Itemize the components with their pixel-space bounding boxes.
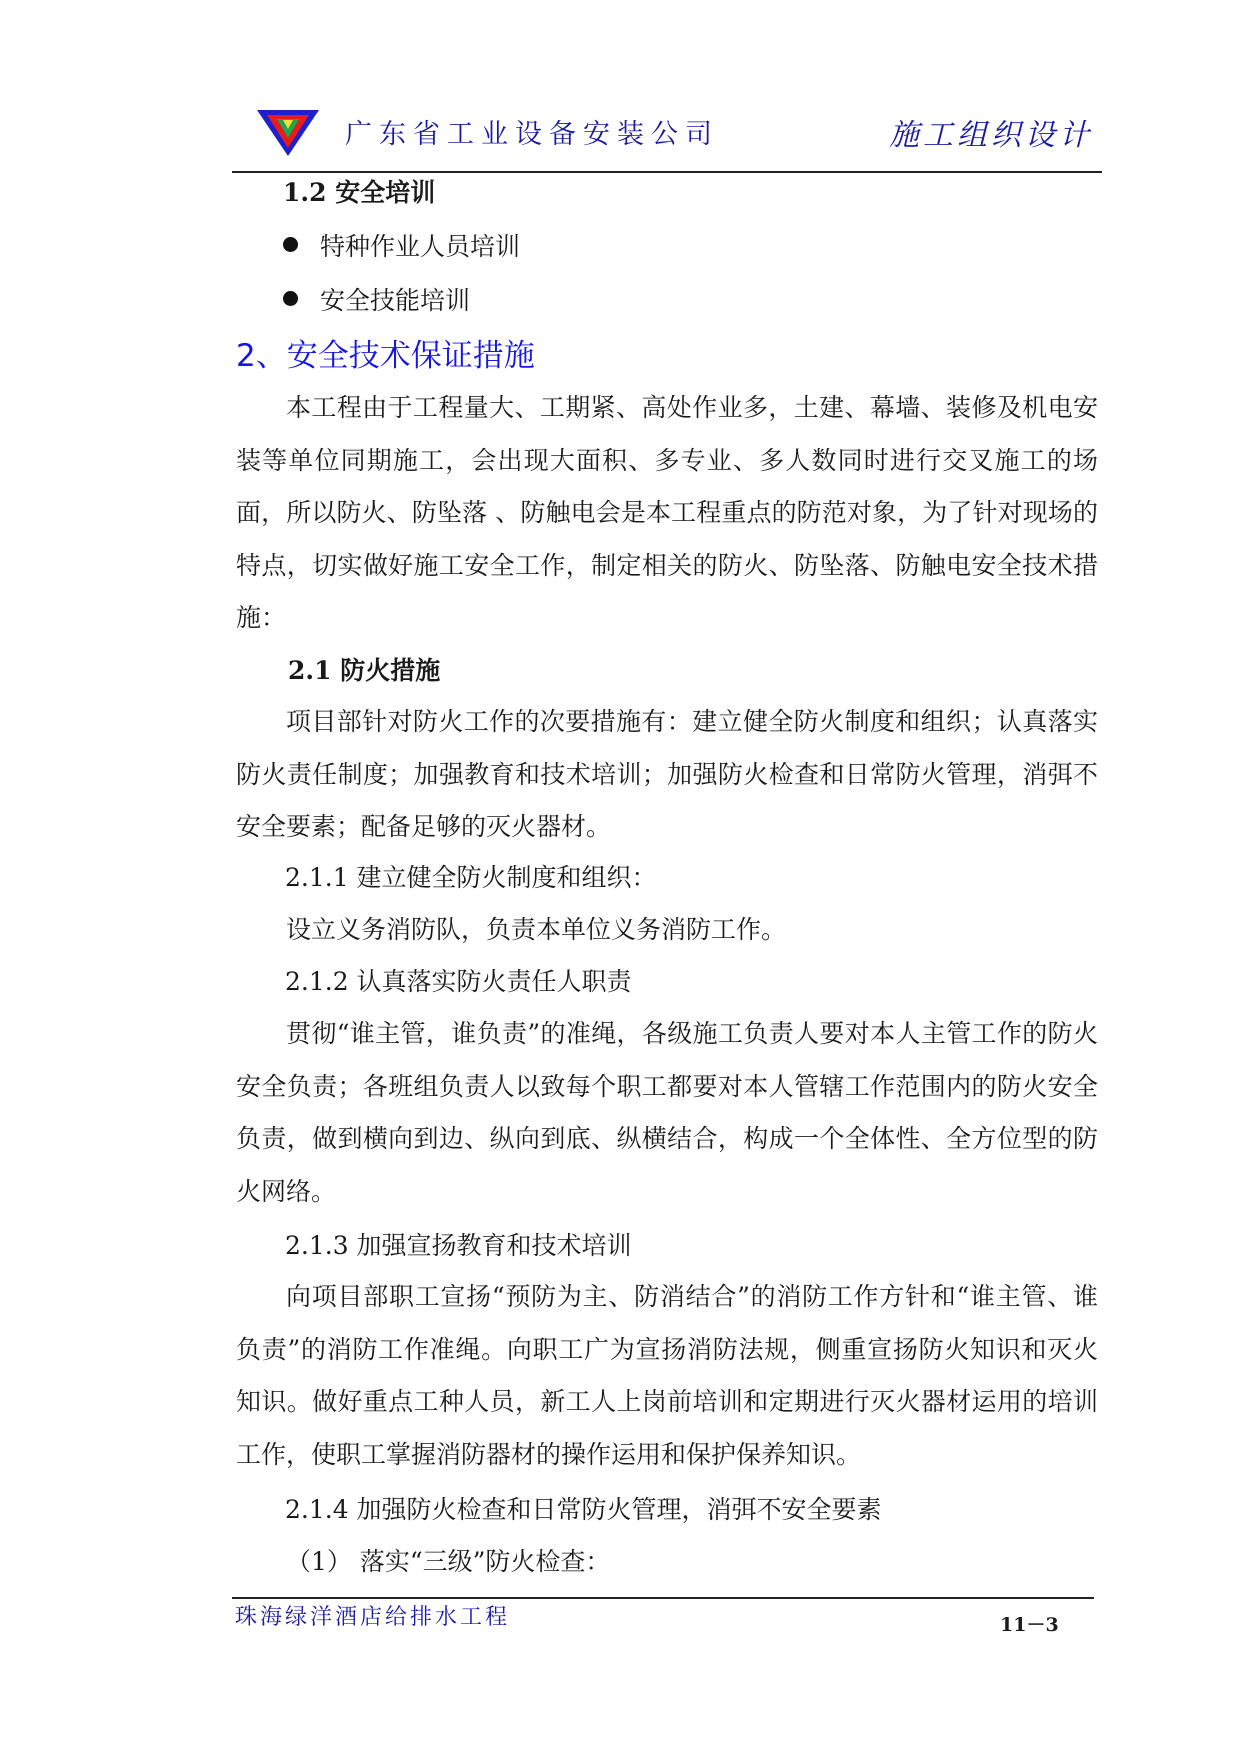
paragraph-fire-measures: 项目部针对防火工作的次要措施有：建立健全防火制度和组织；认真落实防火责任制度；加强教育和技术培训；加强防火检查和日常防火管理，消弭不安全要素；配备足够的灭火器材。 — [236, 707, 1098, 841]
heading-2-1-4: 2.1.4 加强防火检查和日常防火管理，消弭不安全要素 — [285, 1495, 882, 1524]
bullet-item: 特种作业人员培训 — [283, 227, 520, 263]
bullet-icon — [283, 237, 298, 252]
list-item-1: （1） 落实“三级”防火检查： — [286, 1547, 611, 1576]
company-logo — [255, 108, 321, 158]
paragraph-fire-brigade: 设立义务消防队，负责本单位义务消防工作。 — [286, 915, 787, 944]
heading-2-1: 2.1 防火措施 — [288, 656, 441, 685]
document-title: 施工组织设计 — [889, 118, 1093, 153]
heading-2: 2、安全技术保证措施 — [236, 338, 535, 374]
heading-2-1-1: 2.1.1 建立健全防火制度和组织： — [285, 863, 657, 892]
company-name: 广东省工业设备安装公司 — [345, 119, 719, 150]
header-rule — [232, 171, 1102, 173]
bullet-icon — [283, 291, 298, 306]
heading-1-2: 1.2 安全培训 — [283, 178, 436, 207]
project-name: 珠海绿洋酒店给排水工程 — [235, 1605, 511, 1630]
paragraph-intro: 本工程由于工程量大、工期紧、高处作业多，土建、幕墙、装修及机电安装等单位同期施工，会出现大面积、多专业、多人数同时进行交叉施工的场面，所以防火、防坠落 、防触电会是本工程重点的防范对象，为了针对现场的特点，切实做好施工安全工作，制定相关的防火、防坠落、防触电安全技术措施： — [236, 393, 1098, 632]
logo-icon — [255, 108, 321, 158]
page-number: 11－3 — [1000, 1614, 1059, 1636]
paragraph-responsibility: 贯彻“谁主管，谁负责”的准绳，各级施工负责人要对本人主管工作的防火安全负责；各班组负责人以致每个职工都要对本人管辖工作范围内的防火安全负责，做到横向到边、纵向到底、纵横结合，构成一个全体性、全方位型的防火网络。 — [236, 1019, 1098, 1206]
heading-2-1-3: 2.1.3 加强宣扬教育和技术培训 — [285, 1231, 632, 1260]
heading-2-1-2: 2.1.2 认真落实防火责任人职责 — [285, 967, 632, 996]
bullet-item: 安全技能培训 — [283, 281, 470, 317]
footer-rule — [232, 1597, 1094, 1599]
paragraph-training: 向项目部职工宣扬“预防为主、防消结合”的消防工作方针和“谁主管、谁负责”的消防工作准绳。向职工广为宣扬消防法规，侧重宣扬防火知识和灭火知识。做好重点工种人员，新工人上岗前培训和定期进行灭火器材运用的培训工作，使职工掌握消防器材的操作运用和保护保养知识。 — [236, 1282, 1098, 1469]
